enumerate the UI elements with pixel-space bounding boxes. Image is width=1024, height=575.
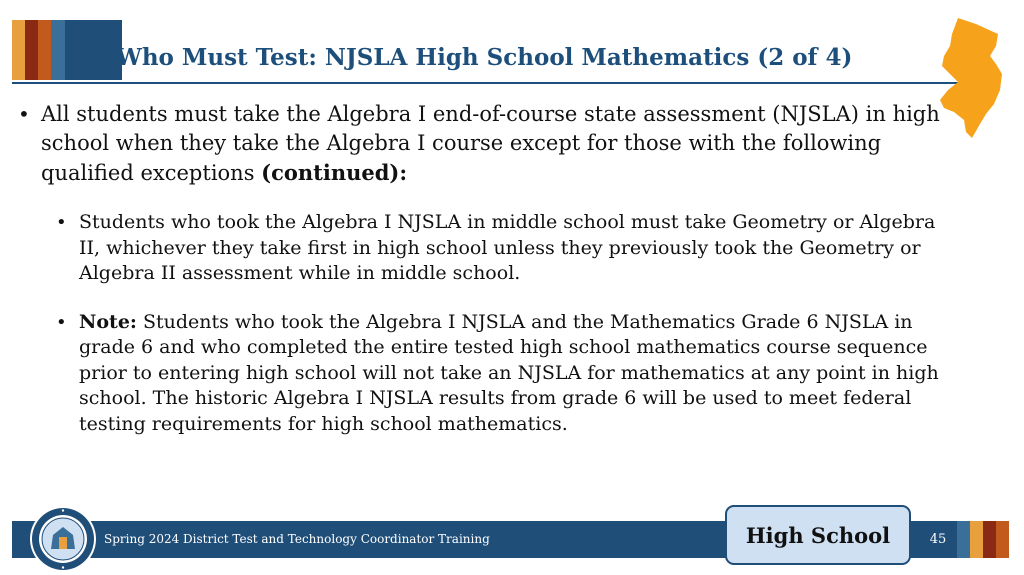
header-color-stripes <box>12 20 122 80</box>
bullet-dot-icon: • <box>56 212 67 233</box>
sub-bullet-note <box>56 310 948 438</box>
sub-bullet-text: Students who took the Algebra I NJSLA in middle school must take Geometry or Algebra II, whichever they take first in high school unless they previously took the Geometry or Algebra II assessment while in middle school. <box>79 211 936 284</box>
sub-bullet-middle-school <box>56 210 948 287</box>
high-school-badge <box>725 505 911 565</box>
slide-body <box>18 100 948 437</box>
main-bullet <box>18 100 948 188</box>
nj-department-of-education-seal <box>29 505 97 573</box>
main-bullet-text: All students must take the Algebra I end-of-course state assessment (NJSLA) in high school when they take the Algebra I course except for those with the following qualified exceptions <box>41 102 940 185</box>
note-lead: Note: <box>79 310 137 333</box>
main-bullet-bold: (continued): <box>261 160 408 185</box>
high-school-badge-label: High School <box>745 522 891 548</box>
bullet-dot-icon: • <box>56 311 67 333</box>
title-underline <box>12 82 970 84</box>
bullet-dot-icon: • <box>18 102 30 126</box>
sub-bullet-text: Students who took the Algebra I NJSLA and the Mathematics Grade 6 NJSLA in grade 6 and who completed the entire tested high school mathematics course sequence prior to entering high school will not take an NJSLA for mathematics at any point in high school. The historic Algebra I NJSLA results from grade 6 will be used to meet federal testing requirements for high school mathematics. <box>79 310 939 435</box>
slide-title: Who Must Test: NJSLA High School Mathematics (2 of 4) <box>116 44 853 71</box>
footer-training-label: Spring 2024 District Test and Technology Coordinator Training <box>104 532 490 546</box>
page-number: 45 <box>929 532 947 547</box>
footer-color-stripes <box>957 521 1009 558</box>
